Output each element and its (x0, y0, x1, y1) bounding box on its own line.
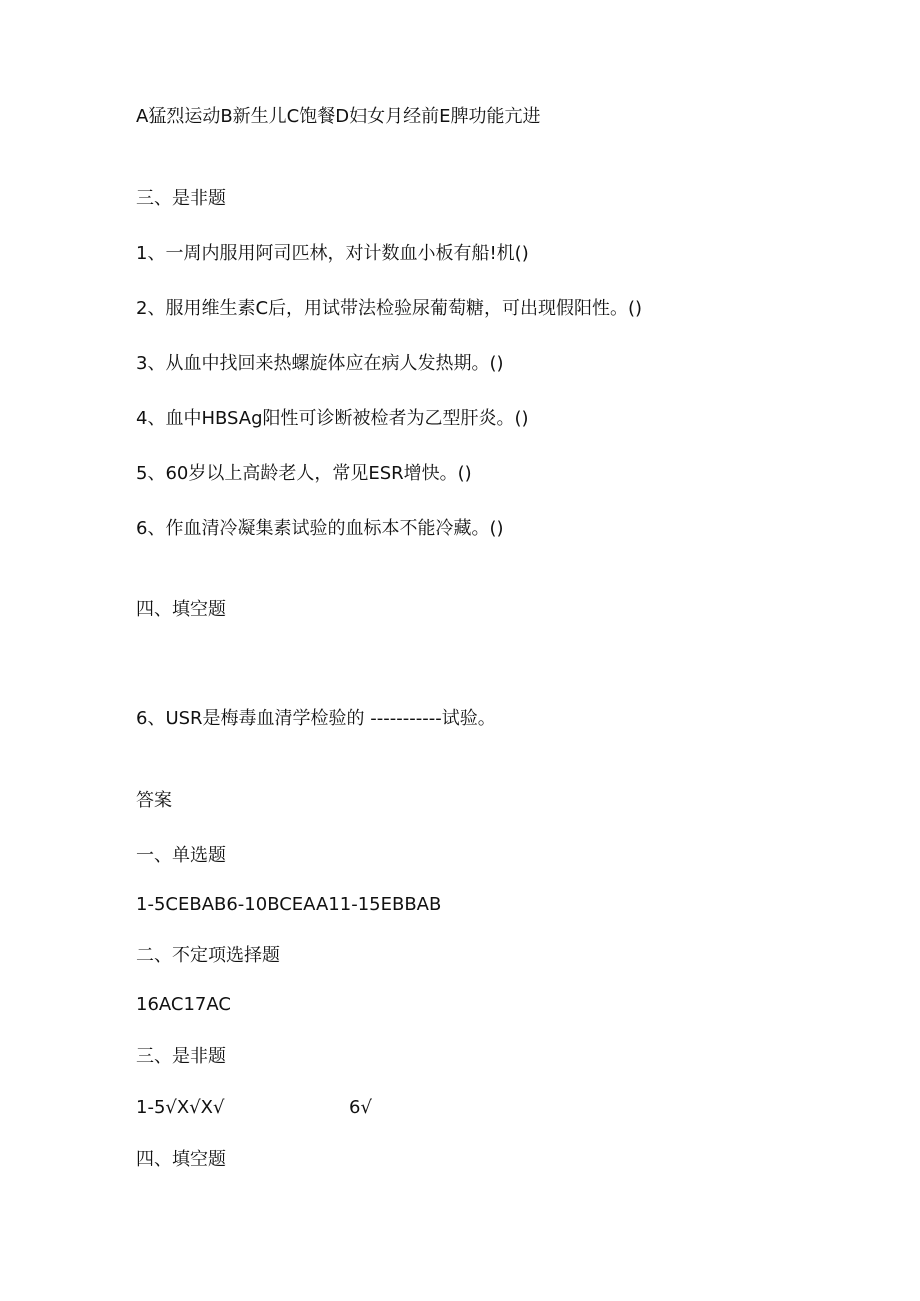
true-false-heading: 三、是非题 (136, 188, 226, 209)
fill-blank-item-6: 6、USR是梅毒血清学检验的 -----------试验。 (136, 708, 496, 729)
answers-true-false-value-right: 6√ (349, 1097, 372, 1118)
answers-true-false-value-left: 1-5√X√X√ (136, 1097, 225, 1118)
answers-fill-blank-heading: 四、填空题 (136, 1149, 226, 1170)
choice-options-line: A猛烈运动B新生儿C饱餐D妇女月经前E脾功能亢进 (136, 106, 541, 127)
true-false-item-3: 3、从血中找回来热螺旋体应在病人发热期。() (136, 353, 504, 374)
answers-multi-choice-heading: 二、不定项选择题 (136, 945, 280, 966)
answers-multi-choice-value: 16AC17AC (136, 994, 231, 1015)
true-false-item-5: 5、60岁以上高龄老人，常见ESR增快。() (136, 463, 472, 484)
true-false-item-2: 2、服用维生素C后，用试带法检验尿葡萄糖，可出现假阳性。() (136, 298, 643, 319)
true-false-item-4: 4、血中HBSAg阳性可诊断被检者为乙型肝炎。() (136, 408, 529, 429)
true-false-item-1: 1、一周内服用阿司匹林，对计数血小板有船!机() (136, 243, 529, 264)
true-false-item-6: 6、作血清冷凝集素试验的血标本不能冷藏。() (136, 518, 504, 539)
answers-title: 答案 (136, 790, 172, 811)
answers-true-false-heading: 三、是非题 (136, 1046, 226, 1067)
answers-single-choice-heading: 一、单选题 (136, 845, 226, 866)
answers-single-choice-value: 1-5CEBAB6-10BCEAA11-15EBBAB (136, 894, 442, 915)
fill-blank-heading: 四、填空题 (136, 599, 226, 620)
